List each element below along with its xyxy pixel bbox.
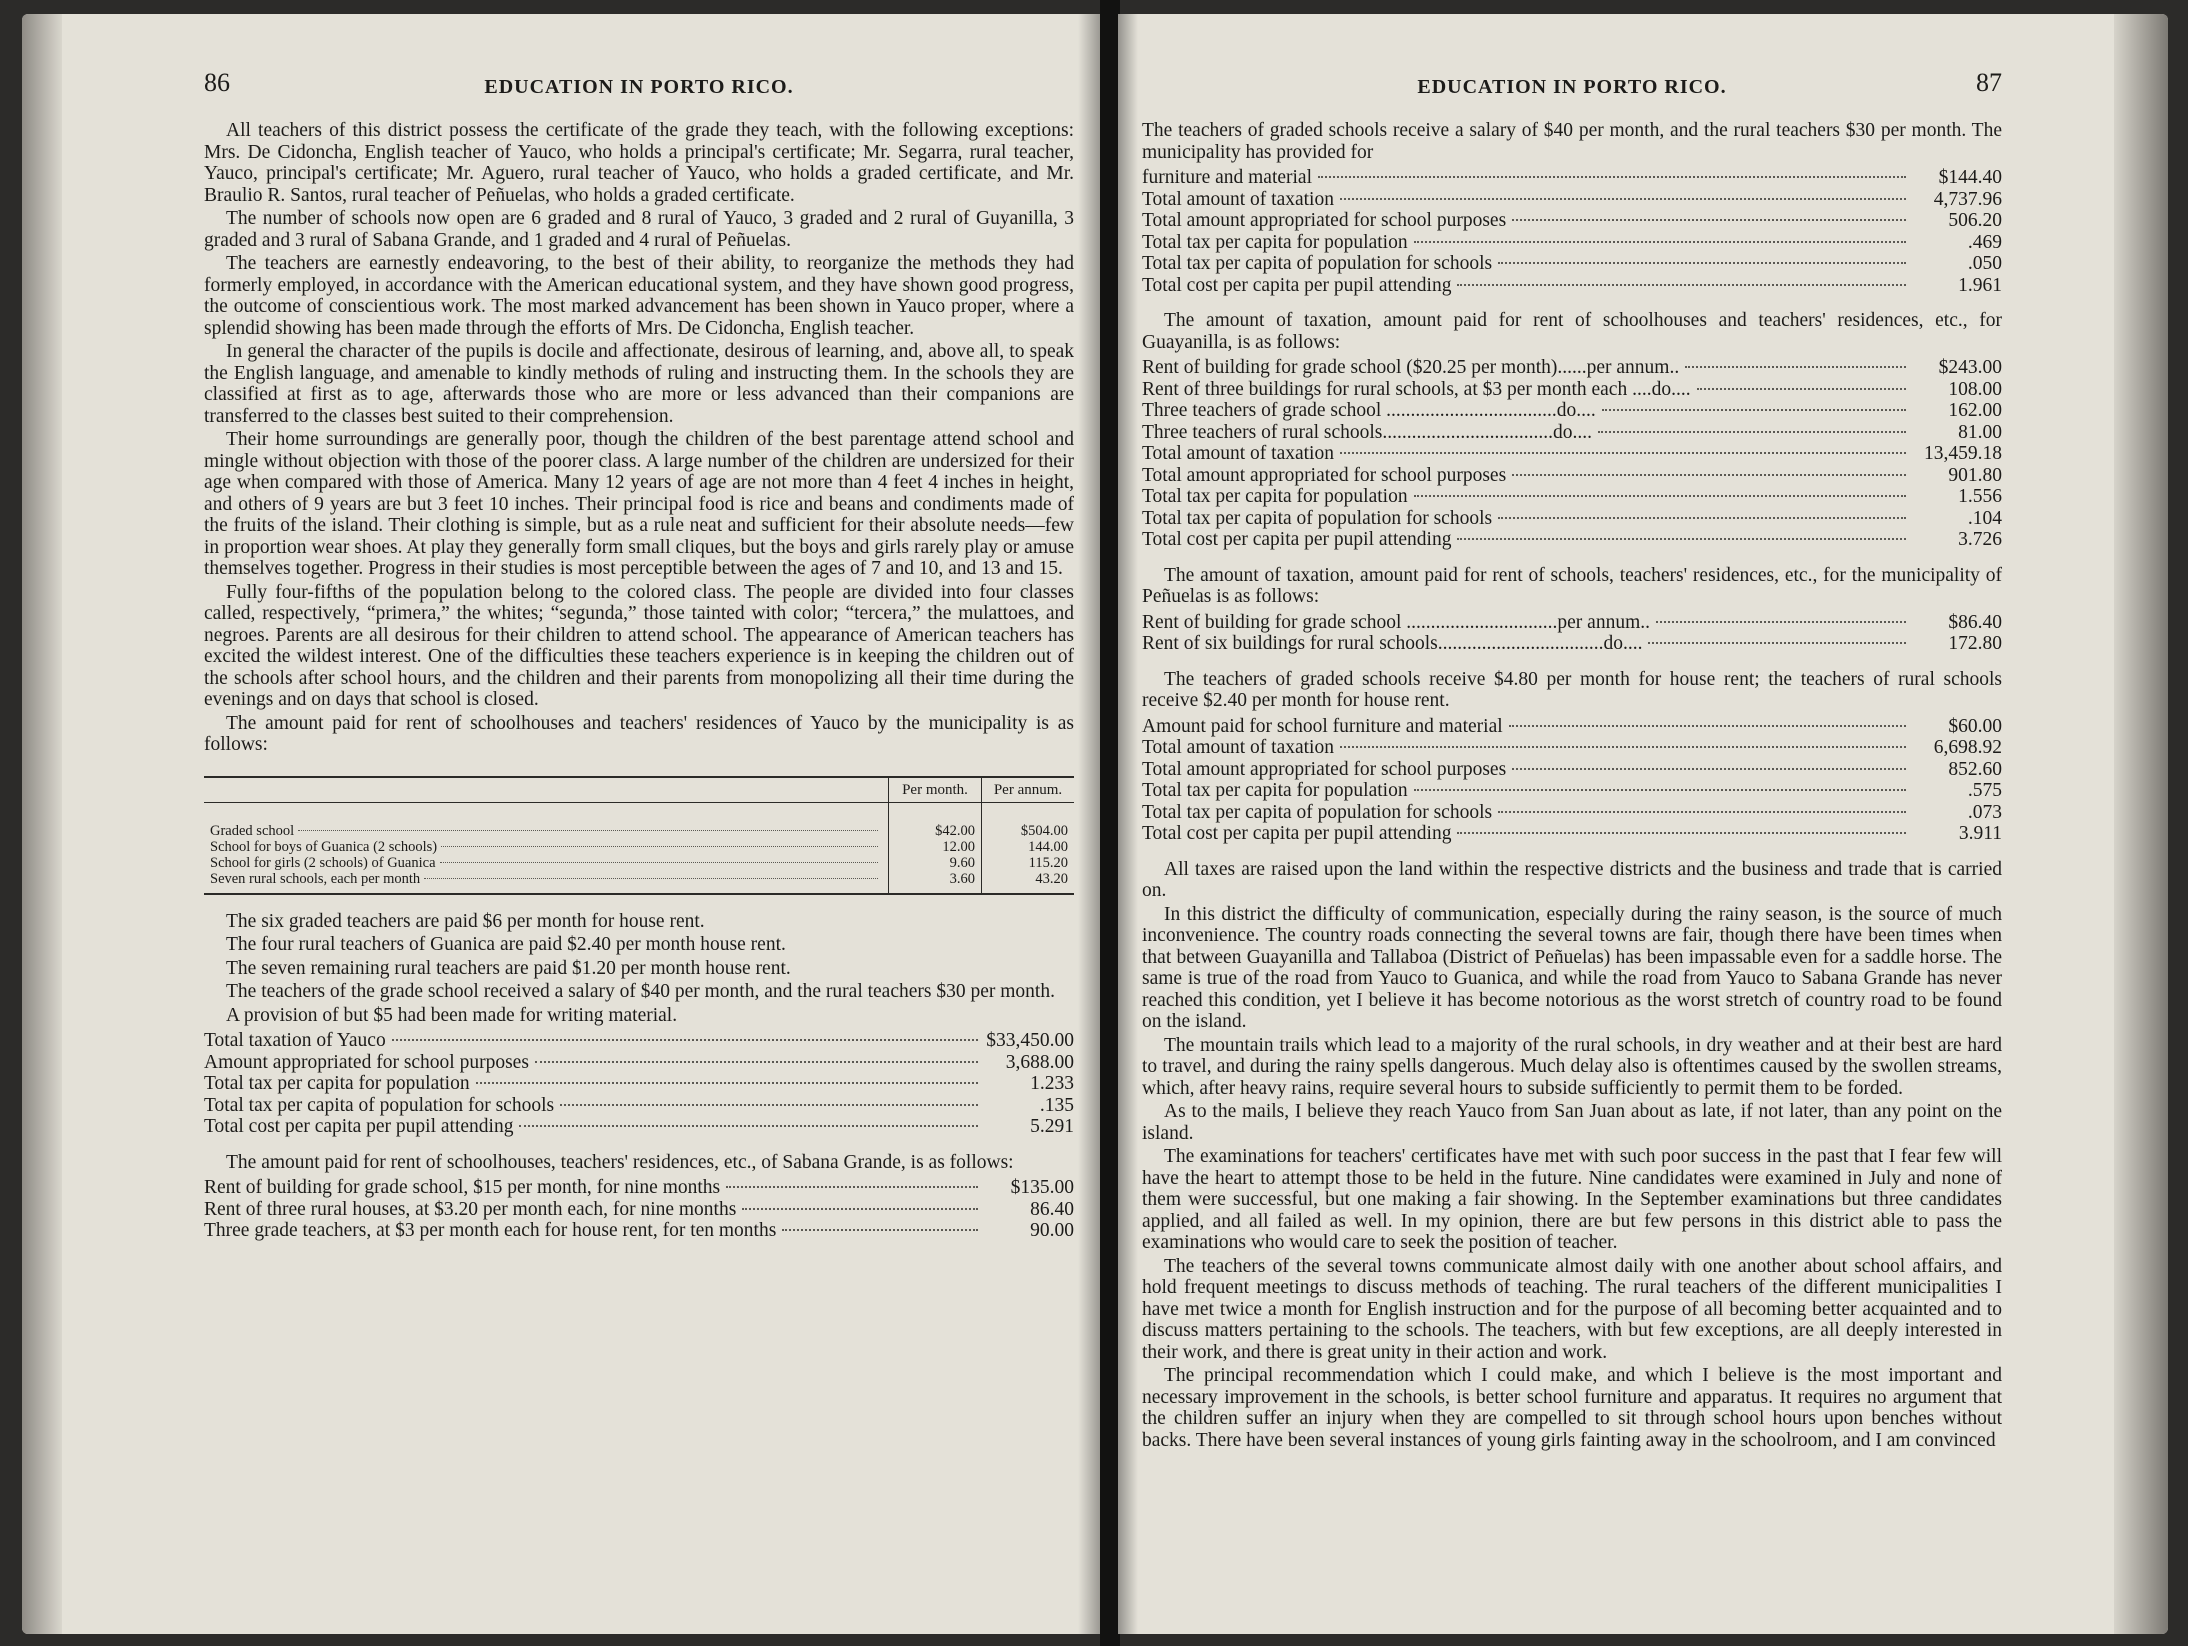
penuelas-rent-statement xyxy=(1142,612,2002,655)
statement-value: 901.80 xyxy=(1948,464,2002,486)
dot-leader xyxy=(1457,538,1906,540)
right-page xyxy=(1118,14,2168,1634)
dot-leader xyxy=(392,1039,978,1041)
statement-label: Three grade teachers, at $3 per month each for house rent, for ten months xyxy=(204,1220,777,1241)
statement-value: 90.00 xyxy=(1030,1220,1074,1241)
statement-row xyxy=(204,1177,1074,1199)
statement-label: Total amount appropriated for school purposes xyxy=(1142,210,1507,231)
dot-leader xyxy=(1512,219,1906,221)
statement-value: $60.00 xyxy=(1948,715,2002,737)
dot-leader xyxy=(1457,284,1906,286)
statement-row xyxy=(204,1116,1074,1138)
row-label: Seven rural schools, each per month xyxy=(210,870,421,887)
paragraph: The amount of taxation, amount paid for rent of schools, teachers' residences, etc., for the municipality of Peñuelas is as follows: xyxy=(1142,564,2002,607)
row-label: Graded school xyxy=(210,822,295,839)
statement-label: Total tax per capita of population for schools xyxy=(1142,801,1493,823)
table-header-per-annum: Per annum. xyxy=(982,777,1075,803)
dot-leader xyxy=(1498,811,1906,813)
paragraph: The principal recommendation which I could make, and which I believe is the most important and necessary improvement in the schools, is better school furniture and apparatus. It requires no argument that the children suffer an injury when they are compelled to sit through school hours upon benches without backs. There have been several instances of young girls fainting away in the schoolroom, and I am convinced xyxy=(1142,1365,2002,1451)
paragraph: The mountain trails which lead to a majority of the rural schools, in dry weather and at their best are hard to travel, and during the rainy spells dangerous. Much delay also is oftentimes caused by the swollen streams, which, after heavy rains, require several hours to subside sufficiently to permit them to be forded. xyxy=(1142,1034,2002,1099)
dot-leader xyxy=(1340,746,1906,748)
penuelas-statement xyxy=(1142,716,2002,845)
statement-label: Three teachers of rural schools...................................do.... xyxy=(1142,421,1593,443)
statement-label: Total cost per capita per pupil attending xyxy=(1142,274,1452,296)
table-cell-per-month: 3.60 xyxy=(889,871,982,894)
statement-row xyxy=(1142,737,2002,759)
statement-row xyxy=(1142,802,2002,824)
statement-value: 172.80 xyxy=(1948,633,2002,654)
statement-label: Total tax per capita for population xyxy=(1142,231,1408,253)
dot-leader xyxy=(1498,262,1906,264)
left-page-content xyxy=(204,68,1074,1256)
statement-row xyxy=(1142,780,2002,802)
statement-row xyxy=(204,1052,1074,1074)
statement-value: 13,459.18 xyxy=(1924,443,2002,464)
table-header-per-month: Per month. xyxy=(889,777,982,803)
statement-value: 852.60 xyxy=(1948,758,2002,780)
statement-label: Rent of building for grade school, $15 per month, for nine months xyxy=(204,1177,721,1198)
paragraph: The seven remaining rural teachers are paid $1.20 per month house rent. xyxy=(226,957,791,979)
statement-label: Rent of building for grade school ($20.25 per month)......per annum.. xyxy=(1142,357,1680,378)
statement-row xyxy=(1142,357,2002,379)
statement-label: Total amount of taxation xyxy=(1142,188,1334,210)
statement-value: 3,688.00 xyxy=(1005,1051,1074,1073)
statement-row xyxy=(204,1073,1074,1095)
dot-leader xyxy=(782,1229,978,1231)
statement-label: Total cost per capita per pupil attending xyxy=(1142,529,1452,550)
paragraph: All taxes are raised upon the land within the respective districts and the business and trade that is carried on. xyxy=(1142,858,2002,901)
dot-leader xyxy=(560,1104,978,1106)
dot-leader xyxy=(1318,176,1906,178)
row-label: School for boys of Guanica (2 schools) xyxy=(210,838,438,855)
paragraph: The teachers are earnestly endeavoring, to the best of their ability, to reorganize the methods they had formerly employed, in accordance with the American educational system, and they have shown good progress, the outcome of conscientious work. The most marked advancement has been shown in Yauco proper, where a splendid showing has been made through the efforts of Mrs. De Cidoncha, English teacher. xyxy=(204,253,1074,339)
paragraph: The amount paid for rent of schoolhouses and teachers' residences of Yauco by the municipality is as follows: xyxy=(204,712,1074,755)
row-label-wrap xyxy=(210,855,882,871)
guanica-statement xyxy=(1142,167,2002,296)
statement-value: 1.556 xyxy=(1958,486,2002,507)
dot-leader xyxy=(519,1125,978,1127)
dot-leader xyxy=(1685,366,1906,368)
dot-leader xyxy=(1509,725,1906,727)
statement-value: $243.00 xyxy=(1938,357,2002,378)
statement-value: 506.20 xyxy=(1948,210,2002,231)
statement-label: Total cost per capita per pupil attending xyxy=(1142,823,1452,844)
table-cell-label xyxy=(204,855,889,871)
statement-value: .135 xyxy=(1039,1094,1074,1116)
right-page-content xyxy=(1142,68,2002,1453)
dot-leader xyxy=(742,1208,978,1210)
rent-table-body xyxy=(204,802,1074,894)
statement-label: Total amount appropriated for school purposes xyxy=(1142,464,1507,486)
table-cell-per-annum: 43.20 xyxy=(982,871,1075,894)
statement-value: .104 xyxy=(1967,507,2002,529)
paragraph: The teachers of the several towns communicate almost daily with one another about school affairs, and hold frequent meetings to discuss methods of teaching. The rural teachers of the different municipalities I have met twice a month for English instruction and for the purpose of all becoming better acquainted and to discuss matters pertaining to the schools. The teachers, with but few exceptions, are all deeply interested in their work, and there is great unity in their action and work. xyxy=(1142,1255,2002,1363)
running-head: EDUCATION IN PORTO RICO. xyxy=(1417,76,1727,98)
dot-leader xyxy=(298,830,878,831)
statement-row xyxy=(204,1199,1074,1221)
statement-row xyxy=(1142,422,2002,444)
dot-leader xyxy=(424,878,878,879)
statement-value: .469 xyxy=(1967,231,2002,253)
statement-row xyxy=(1142,716,2002,738)
dot-leader xyxy=(1512,474,1906,476)
statement-value: 108.00 xyxy=(1948,378,2002,400)
statement-row xyxy=(1142,759,2002,781)
table-cell-per-month: $42.00 xyxy=(889,802,982,839)
paragraph: The teachers of graded schools receive a salary of $40 per month, and the rural teachers $30 per month. The municipality has provided for xyxy=(1142,120,2002,163)
page-number: 86 xyxy=(204,68,230,97)
table-cell-label xyxy=(204,871,889,894)
statement-value: 4,737.96 xyxy=(1933,188,2002,210)
row-label-wrap xyxy=(210,871,882,887)
statement-label: Total tax per capita for population xyxy=(1142,486,1408,507)
table-header-blank xyxy=(204,777,889,803)
statement-row xyxy=(1142,633,2002,655)
statement-label: Total tax per capita for population xyxy=(204,1073,470,1094)
statement-label: Total cost per capita per pupil attending xyxy=(204,1116,514,1137)
dot-leader xyxy=(1598,431,1906,433)
row-label-wrap xyxy=(210,839,882,855)
dot-leader xyxy=(1697,388,1906,390)
yauco-rent-table xyxy=(204,776,1074,895)
dot-leader xyxy=(441,846,878,847)
statement-label: Amount paid for school furniture and material xyxy=(1142,715,1503,737)
dot-leader xyxy=(1498,517,1906,519)
statement-row xyxy=(1142,275,2002,297)
statement-row xyxy=(1142,486,2002,508)
dot-leader xyxy=(440,862,878,863)
statement-label: Rent of three rural houses, at $3.20 per month each, for nine months xyxy=(204,1198,737,1220)
statement-label: Rent of building for grade school ...............................per annum.. xyxy=(1142,611,1650,633)
statement-label: Total taxation of Yauco xyxy=(204,1030,386,1051)
statement-row xyxy=(204,1095,1074,1117)
statement-row xyxy=(1142,443,2002,465)
statement-label: Amount appropriated for school purposes xyxy=(204,1051,529,1073)
left-page xyxy=(22,14,1102,1634)
statement-row xyxy=(1142,508,2002,530)
statement-label: Total amount of taxation xyxy=(1142,737,1334,758)
paragraph: The four rural teachers of Guanica are paid $2.40 per month house rent. xyxy=(226,934,786,955)
statement-row xyxy=(1142,379,2002,401)
paragraph: The number of schools now open are 6 graded and 8 rural of Yauco, 3 graded and 2 rural of Guyanilla, 3 graded and 3 rural of Sabana Grande, and 1 graded and 4 rural of Peñuelas. xyxy=(204,208,1074,251)
statement-row xyxy=(1142,529,2002,551)
statement-label: Total amount of taxation xyxy=(1142,443,1334,464)
statement-label: Total amount appropriated for school purposes xyxy=(1142,758,1507,780)
statement-value: 162.00 xyxy=(1948,400,2002,421)
statement-row xyxy=(204,1220,1074,1242)
statement-row xyxy=(1142,189,2002,211)
paragraph: In this district the difficulty of communication, especially during the rainy season, is the source of much inconvenience. The country roads connecting the several towns are fair, though there have been times when that between Guayanilla and Tallaboa (District of Peñuelas) has been impassable even for a saddle horse. The same is true of the road from Yauco to Guanica, and while the road from Yauco to Sabana Grande has never reached this condition, yet I believe it has become notorious as the worst stretch of country road to be found on the island. xyxy=(1142,903,2002,1032)
paragraph: In general the character of the pupils is docile and affectionate, desirous of learning, and, above all, to speak the English language, and amenable to kindly methods of ruling and instructing them. In the schools they are classified at first as to age, afterwards those who are more or less advanced than their companions are transferred to the classes best suited to their comprehension. xyxy=(204,341,1074,427)
statement-row xyxy=(1142,167,2002,189)
statement-label: Total tax per capita for population xyxy=(1142,780,1408,801)
table-row xyxy=(204,855,1074,871)
table-cell-label xyxy=(204,802,889,839)
statement-row xyxy=(1142,232,2002,254)
paragraph: A provision of but $5 had been made for writing material. xyxy=(226,1004,678,1026)
statement-value: $135.00 xyxy=(1010,1177,1074,1198)
paragraph: The amount of taxation, amount paid for rent of schoolhouses and teachers' residences, etc., for Guayanilla, is as follows: xyxy=(1142,310,2002,353)
table-row xyxy=(204,839,1074,855)
statement-row xyxy=(1142,253,2002,275)
dot-leader xyxy=(1340,452,1906,454)
statement-value: 6,698.92 xyxy=(1933,737,2002,758)
statement-row xyxy=(1142,465,2002,487)
statement-value: .050 xyxy=(1967,253,2002,274)
dot-leader xyxy=(1340,198,1906,200)
statement-label: Total tax per capita of population for schools xyxy=(1142,507,1493,529)
book-gutter xyxy=(1100,0,1120,1646)
table-row xyxy=(204,802,1074,839)
statement-value: 1.961 xyxy=(1958,274,2002,296)
dot-leader xyxy=(1457,832,1906,834)
statement-value: .575 xyxy=(1967,780,2002,801)
dot-leader xyxy=(726,1186,978,1188)
row-label-wrap xyxy=(210,823,882,839)
statement-value: $86.40 xyxy=(1948,611,2002,633)
statement-label: Three teachers of grade school ...................................do.... xyxy=(1142,400,1596,421)
table-cell-label xyxy=(204,839,889,855)
row-label: School for girls (2 schools) of Guanica xyxy=(210,854,436,871)
statement-row xyxy=(1142,612,2002,634)
dot-leader xyxy=(476,1082,978,1084)
paragraph: The six graded teachers are paid $6 per month for house rent. xyxy=(226,910,705,932)
dot-leader xyxy=(1602,409,1906,411)
left-page-header xyxy=(204,68,1074,102)
paragraph: All teachers of this district possess the certificate of the grade they teach, with the following exceptions: Mrs. De Cidoncha, English teacher of Yauco, who holds a principal's certificate; Mr. Segarra, rural teacher, Yauco, principal's certificate; Mr. Aguero, rural teacher of Yauco, who holds a graded certificate, and Mr. Braulio R. Santos, rural teacher of Peñuelas, who holds a graded certificate. xyxy=(204,120,1074,206)
statement-label: Total tax per capita of population for schools xyxy=(1142,253,1493,274)
guayanilla-statement xyxy=(1142,357,2002,551)
statement-label: Rent of three buildings for rural schools, at $3 per month each ....do.... xyxy=(1142,378,1691,400)
statement-value: 81.00 xyxy=(1958,421,2002,443)
paragraph: As to the mails, I believe they reach Yauco from San Juan about as late, if not later, than any point on the island. xyxy=(1142,1101,2002,1144)
statement-value: 86.40 xyxy=(1030,1198,1074,1220)
dot-leader xyxy=(1414,495,1906,497)
table-cell-per-month: 9.60 xyxy=(889,855,982,871)
paragraph: Fully four-fifths of the population belong to the colored class. The people are divided into four classes called, respectively, “primera,” the whites; “segunda,” those tainted with color; “tercera,” the mulattoes, and negroes. Parents are all desirous for their children to attend school. The appearance of American teachers has excited the wildest interest. One of the difficulties these teachers experience is in keeping the children out of the schools after school hours, and the children and their parents from monopolizing all their time during the evenings and on days that school is closed. xyxy=(204,581,1074,710)
paragraph: Their home surroundings are generally poor, though the children of the best parentage attend school and mingle without objection with those of the poorer class. A large number of the children are undersized for their age when compared with those of America. Many 12 years of age are not more than 4 feet 4 inches in height, and others of 9 years are but 3 feet 10 inches. Their principal food is rice and beans and condiments made of the fruits of the island. Their clothing is simple, but as a rule neat and sufficient for their absolute needs—few in proportion wear shoes. At play they generally form small cliques, but the boys and girls rarely play or amuse themselves together. Progress in their studies is most perceptible between the ages of 7 and 10, and 13 and 15. xyxy=(204,429,1074,579)
statement-label: Rent of six buildings for rural schools..................................do.... xyxy=(1142,633,1643,654)
table-cell-per-annum: 115.20 xyxy=(982,855,1075,871)
dot-leader xyxy=(1656,621,1906,623)
statement-value: 3.911 xyxy=(1958,823,2002,844)
table-cell-per-annum: 144.00 xyxy=(982,839,1075,855)
statement-label: Total tax per capita of population for schools xyxy=(204,1094,555,1116)
statement-label: furniture and material xyxy=(1142,167,1313,188)
table-row xyxy=(204,871,1074,894)
dot-leader xyxy=(1414,789,1906,791)
statement-row xyxy=(1142,400,2002,422)
statement-value: .073 xyxy=(1967,801,2002,823)
statement-value: $33,450.00 xyxy=(986,1030,1074,1051)
statement-value: 3.726 xyxy=(1958,529,2002,550)
statement-value: 1.233 xyxy=(1030,1073,1074,1094)
statement-row xyxy=(1142,823,2002,845)
paragraph: The examinations for teachers' certificates have met with such poor success in the past that I fear few will have the heart to attempt those to be held in the future. Nine candidates were examined in July and none of them were successful, but one making a fair showing. In the September examinations but three candidates applied, and all failed as well. In my opinion, there are but few persons in this district able to pass the examinations who would care to seek the position of teacher. xyxy=(1142,1146,2002,1253)
yauco-statement xyxy=(204,1030,1074,1138)
dot-leader xyxy=(1414,241,1906,243)
running-head: EDUCATION IN PORTO RICO. xyxy=(484,76,794,98)
statement-value: 5.291 xyxy=(1030,1116,1074,1137)
dot-leader xyxy=(535,1061,978,1063)
right-page-header xyxy=(1142,68,2002,102)
page-number: 87 xyxy=(1976,68,2002,97)
paragraph: The teachers of graded schools receive $4.80 per month for house rent; the teachers of rural schools receive $2.40 per month for house rent. xyxy=(1142,668,2002,711)
sabana-grande-statement xyxy=(204,1177,1074,1242)
table-cell-per-month: 12.00 xyxy=(889,839,982,855)
paragraph: The amount paid for rent of schoolhouses, teachers' residences, etc., of Sabana Grande, is as follows: xyxy=(226,1151,1014,1173)
statement-row xyxy=(1142,210,2002,232)
dot-leader xyxy=(1512,768,1906,770)
table-cell-per-annum: $504.00 xyxy=(982,802,1075,839)
paragraph: The teachers of the grade school received a salary of $40 per month, and the rural teachers $30 per month. xyxy=(226,981,1055,1002)
statement-value: $144.40 xyxy=(1938,167,2002,188)
dot-leader xyxy=(1648,642,1906,644)
statement-row xyxy=(204,1030,1074,1052)
